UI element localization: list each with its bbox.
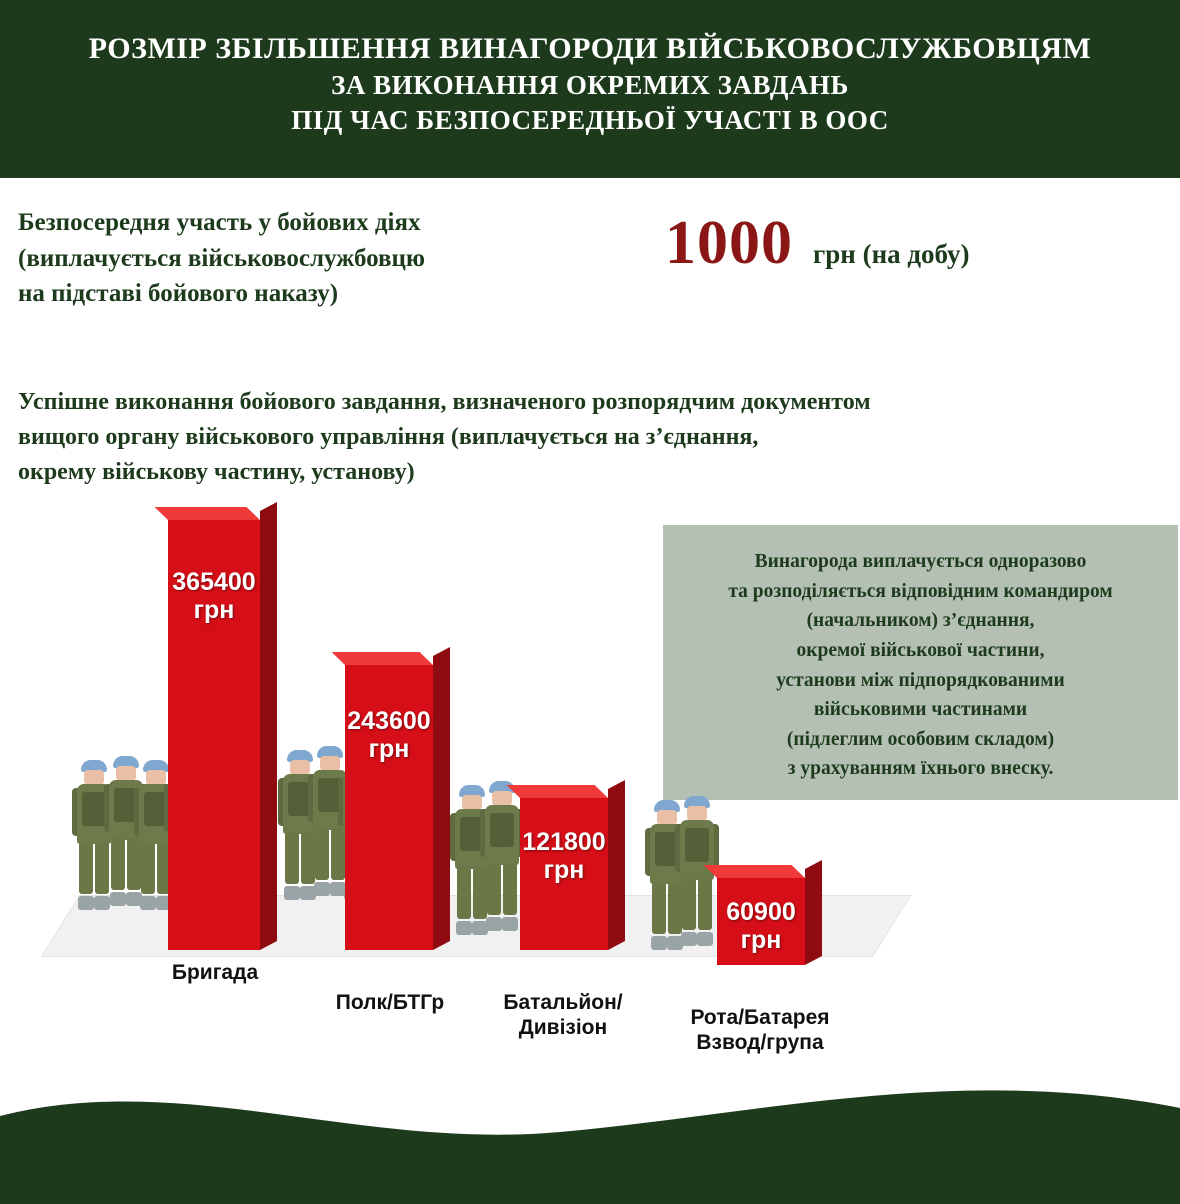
block1-line-3: на підставі бойового наказу) <box>18 280 339 307</box>
bar-value-brigade: 365400 <box>172 568 256 596</box>
category-label-company-line2: Взвод/група <box>696 1031 824 1055</box>
mission-completion-text <box>18 385 1178 489</box>
bar-company <box>717 878 805 965</box>
header-line-1: РОЗМІР ЗБІЛЬШЕННЯ ВИНАГОРОДИ ВІЙСЬКОВОСЛУЖБОВЦЯМ <box>88 32 1092 65</box>
daily-payment-amount <box>665 209 970 277</box>
category-label-battalion-line2: Дивізіон <box>518 1016 608 1040</box>
category-label-brigade: Бригада <box>171 961 259 984</box>
category-label-company <box>645 1005 875 1055</box>
bar-regiment <box>345 665 433 950</box>
bar-value-regiment: 243600 <box>347 707 431 735</box>
block2-line-3: окрему військову частину, установу) <box>18 458 415 485</box>
bar-unit-company: грн <box>740 926 782 954</box>
note-line-3: (начальником) з’єднання, <box>806 610 1035 632</box>
block1-line-2: (виплачується військовослужбовцю <box>18 244 426 272</box>
note-line-6: військовими частинами <box>813 699 1028 721</box>
bar-value-battalion: 121800 <box>522 828 606 856</box>
note-line-5: установи між підпорядкованими <box>776 669 1065 691</box>
note-line-7: (підлеглим особовим складом) <box>786 728 1055 750</box>
soldier-group-company <box>645 810 725 950</box>
category-label-battalion-line1: Батальйон/ <box>503 991 623 1014</box>
bar-unit-battalion: грн <box>543 856 585 884</box>
page-header <box>0 0 1180 178</box>
combat-participation-text <box>18 205 658 312</box>
header-line-2: ЗА ВИКОНАННЯ ОКРЕМИХ ЗАВДАНЬ <box>331 70 849 101</box>
footer-wave <box>0 1074 1180 1204</box>
note-line-4: окремої військової частини, <box>796 639 1045 661</box>
bar-battalion <box>520 798 608 950</box>
block2-line-2: вищого органу військового управління (виплачується на з’єднання, <box>18 423 759 450</box>
block1-line-1: Безпосередня участь у бойових діях <box>18 209 421 236</box>
header-line-3: ПІД ЧАС БЕЗПОСЕРЕДНЬОЇ УЧАСТІ В ООС <box>291 104 889 135</box>
bar-brigade <box>168 520 260 950</box>
soldier-group-battalion <box>450 795 530 935</box>
category-label-regiment: Полк/БТГр <box>335 991 445 1014</box>
soldier-figure <box>480 781 524 931</box>
bar-chart <box>0 480 1180 1080</box>
footer-wave-shape <box>0 1074 1180 1204</box>
bar-unit-regiment: грн <box>368 735 410 763</box>
category-label-company-line1: Рота/Батарея <box>690 1006 830 1029</box>
amount-value: 1000 <box>665 209 793 277</box>
bar-unit-brigade: грн <box>193 596 235 624</box>
note-line-2: та розподіляється відповідним командиром <box>728 580 1113 602</box>
category-label-battalion <box>448 990 678 1040</box>
amount-unit: грн (на добу) <box>813 239 970 269</box>
bar-value-company: 60900 <box>726 898 796 926</box>
note-line-1: Винагорода виплачується одноразово <box>754 551 1087 572</box>
block2-line-1: Успішне виконання бойового завдання, визначеного розпорядчим документом <box>18 389 871 415</box>
note-line-8: з урахуванням їхнього внеску. <box>787 758 1054 780</box>
